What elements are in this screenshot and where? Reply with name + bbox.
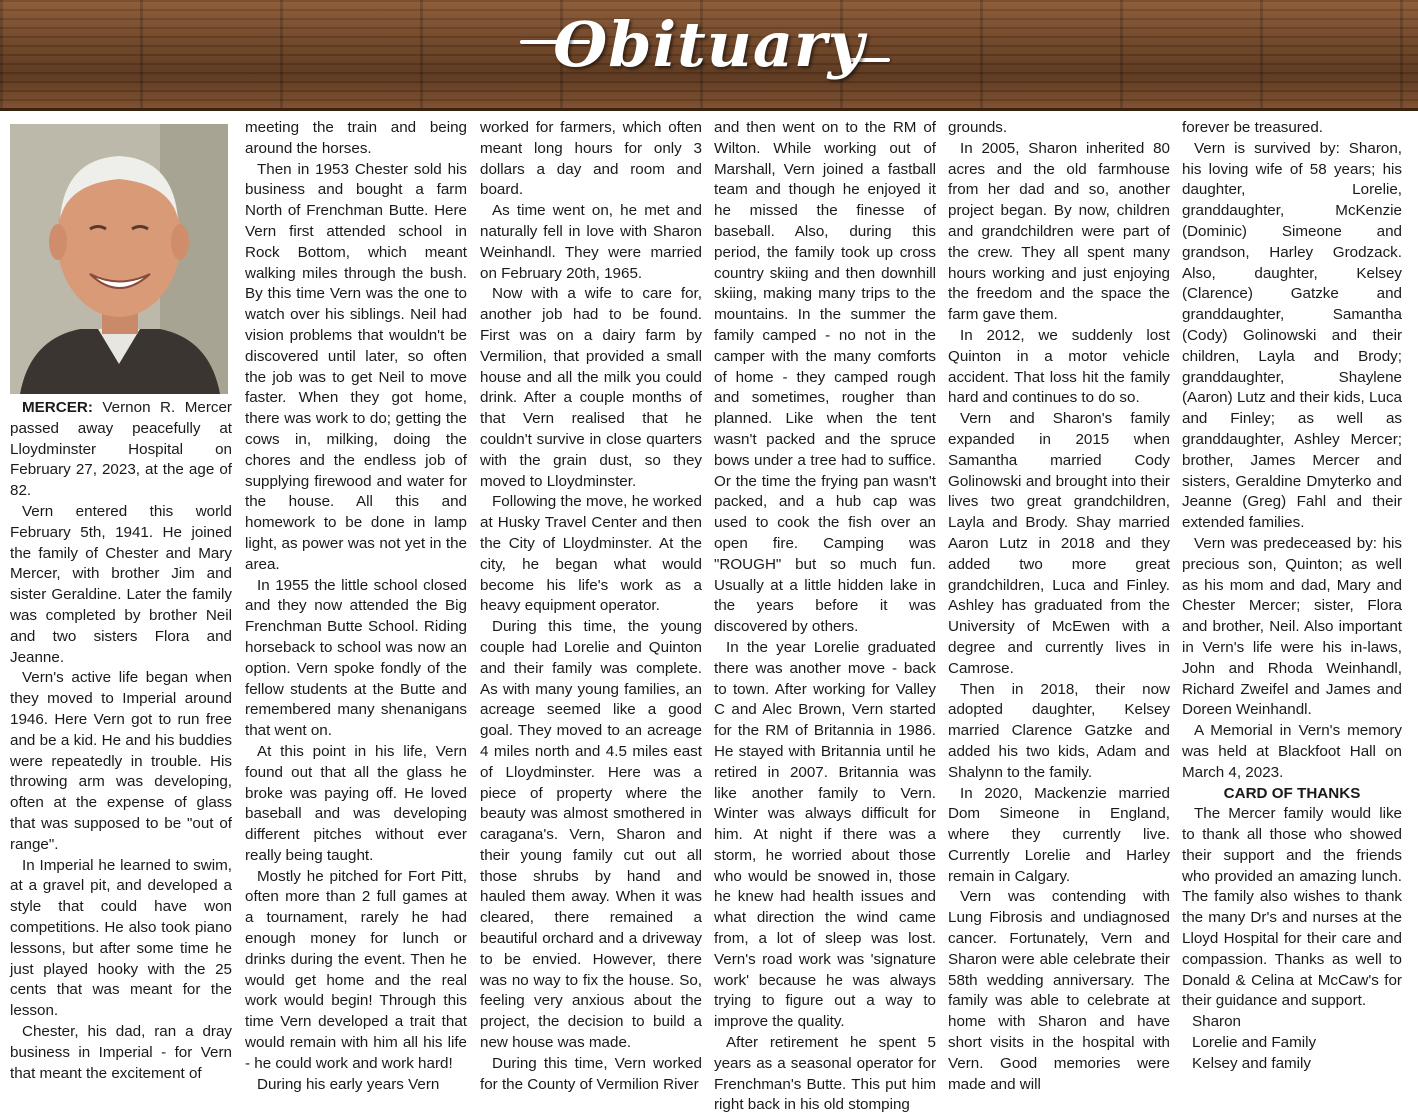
- article-paragraph: [245, 118, 467, 160]
- paragraph-text: Then in 2018, their now adopted daughter, Kelsey married Clarence Gatzke and added his two kids, Adam and Shalynn to the family.: [948, 680, 1170, 781]
- paragraph-text: worked for farmers, which often meant long hours for only 3 dollars a day and room and board.: [480, 119, 702, 199]
- paragraph-text: Kelsey and family: [1192, 1054, 1312, 1072]
- article-paragraph: [948, 326, 1170, 409]
- obituary-banner: [0, 0, 1418, 111]
- article-paragraph: [480, 1054, 702, 1096]
- article-paragraph: [948, 784, 1170, 888]
- article-paragraph: [948, 409, 1170, 679]
- article-paragraph: [1182, 721, 1402, 783]
- article-paragraph: [245, 576, 467, 742]
- paragraph-text: During this time, Vern worked for the County of Vermilion River: [480, 1054, 702, 1093]
- paragraph-text: In 2005, Sharon inherited 80 acres and the old farmhouse from her dad and so, another project began. By now, children and grandchildren were part of the crew. They all spent many hours working and just enjoying the freedom and the space the farm gave them.: [948, 139, 1170, 324]
- paragraph-text: Chester, his dad, ran a dray business in Imperial - for Vern that meant the excitement of: [10, 1022, 232, 1082]
- paragraph-text: grounds.: [948, 119, 1008, 136]
- article-paragraph: [948, 139, 1170, 326]
- article-column-6: [1182, 118, 1402, 1084]
- article-paragraph: [480, 118, 702, 201]
- article-paragraph: [10, 668, 232, 855]
- paragraph-text: Now with a wife to care for, another job had to be found. First was on a dairy farm by Vermilion, that provided a small house and all the milk you could drink. After a couple months of that Vern realised that he couldn't survive in close quarters with the grain dust, so they moved to Lloydminster.: [480, 285, 702, 490]
- paragraph-text: Vernon R. Mercer passed away peacefully at Lloydminster Hospital on February 27, 2023, at the age of 82.: [10, 399, 232, 500]
- portrait-photo: [10, 124, 228, 394]
- section-heading: [1182, 784, 1402, 805]
- article-column-5: [948, 118, 1170, 1093]
- paragraph-text: forever be treasured.: [1182, 119, 1323, 136]
- paragraph-text: CARD OF THANKS: [1223, 784, 1361, 802]
- paragraph-text: Vern was contending with Lung Fibrosis and undiagnosed cancer. Fortunately, Vern and Sharon were able celebrate their 58th wedding anniversary. The family was able to celebrate at home with Sharon and have short visits in the hospital with Vern. Good memories were made and will: [948, 888, 1170, 1093]
- article-paragraph: [1182, 118, 1402, 139]
- paragraph-text: At this point in his life, Vern found out that all the glass he broke was paying off. He loved baseball and was developing different pitches without ever really being taught.: [245, 742, 467, 864]
- paragraph-text: Then in 1953 Chester sold his business and bought a farm North of Frenchman Butte. Here Vern first attended school in Rock Bottom, which meant walking miles through the bush. By this time Vern was the one to watch over his siblings. Neil had vision problems that wouldn't be discovered until later, so often the job was to get Neil to move faster. When they got home, there was work to do; getting the cows in, milking, doing the chores and the endless job of supplying firewood and water for the house. All this and homework to be done in lamp light, as power was not yet in the area.: [245, 160, 467, 573]
- paragraph-text: In 1955 the little school closed and they now attended the Big Frenchman Butte School. Riding horseback to school was now an option. Vern spoke fondly of the fellow students at the Butte and remembered many shenanigans that went on.: [245, 576, 467, 740]
- article-paragraph: [714, 118, 936, 638]
- article-paragraph: [948, 887, 1170, 1095]
- article-column-3: [480, 118, 702, 1093]
- paragraph-text: As time went on, he met and naturally fell in love with Sharon Weinhandl. They were married on February 20th, 1965.: [480, 202, 702, 282]
- deceased-surname-lead: MERCER:: [22, 399, 93, 416]
- article-paragraph: [10, 1022, 232, 1084]
- article-paragraph: [245, 742, 467, 867]
- paragraph-text: Following the move, he worked at Husky Travel Center and then the City of Lloydminster. At the city, he began what would become his life's work as a heavy equipment operator.: [480, 493, 702, 615]
- paragraph-text: The Mercer family would like to thank all those who showed their support and the friends who provided an amazing lunch. The family also wishes to thank the many Dr's and nurses at the Lloyd Hospital for their care and compassion. Thanks as well to Donald & Celina at McCaw's for their guidance and support.: [1182, 805, 1402, 1010]
- article-paragraph: [480, 617, 702, 1054]
- paragraph-text: Vern's active life began when they moved to Imperial around 1946. Here Vern got to run free and be a kid. He and his buddies were repeatedly in trouble. His throwing arm was developing, often at the expense of glass that was supposed to be "out of range".: [10, 669, 232, 853]
- article-paragraph: [714, 638, 936, 1033]
- article-paragraph: [714, 1033, 936, 1116]
- article-paragraph: [10, 856, 232, 1022]
- paragraph-text: In 2020, Mackenzie married Dom Simeone in England, where they currently live. Currently Lorelie and Harley remain in Calgary.: [948, 784, 1170, 885]
- article-paragraph: [245, 867, 467, 1075]
- paragraph-text: Vern was predeceased by: his precious son, Quinton; as well as his mom and dad, Mary and Chester Mercer; sister, Flora and brother, Neil. Also important in Vern's life were his in-laws, John and Rhoda Weinhandl, Richard Zweifel and James and Doreen Weinhandl.: [1182, 534, 1402, 719]
- signature-line: [1182, 1012, 1402, 1033]
- paragraph-text: meeting the train and being around the horses.: [245, 119, 467, 157]
- paragraph-text: and then went on to the RM of Wilton. While working out of Marshall, Vern joined a fastball team and though he enjoyed it he missed the finesse of baseball. Also, during this period, the family took up cross country skiing and then downhill skiing, making many trips to the mountains. In the summer the family camped - no not in the camper with the many comforts of home - they camped rough and sometimes, rougher than planned. Like when the tent wasn't packed and the spruce bows under a tree had to suffice. Or the time the frying pan wasn't packed, and a hub cap was used to cook the fish over an open fire. Camping was "ROUGH" but so much fun. Usually at a little hidden lake in the years before it was discovered by others.: [714, 119, 936, 636]
- paragraph-text: Lorelie and Family: [1192, 1034, 1317, 1052]
- article-paragraph: [480, 284, 702, 492]
- paragraph-text: In the year Lorelie graduated there was another move - back to town. After working for Valley C and Alec Brown, Vern started for the RM of Britannia in 1986. He stayed with Britannia until he retired in 2007. Britannia was like another family to Vern. Winter was always difficult for him. At night if there was a storm, he worried about those who would be snowed in, those he knew had health issues and what direction the wind came from, a lot of sleep was lost. Vern's road work was 'signature work' because he was always trying to figure out a way to improve the quality.: [714, 638, 936, 1031]
- paragraph-text: In Imperial he learned to swim, at a gravel pit, and developed a style that could have won competitions. He also took piano lessons, but after some time he just played hooky with the 25 cents that was meant for the lesson.: [10, 856, 232, 1020]
- paragraph-text: After retirement he spent 5 years as a seasonal operator for Frenchman's Butte. This put him right back in his old stomping: [714, 1034, 936, 1114]
- paragraph-text: Vern entered this world February 5th, 1941. He joined the family of Chester and Mary Mercer, with brother Jim and sister Geraldine. Later the family was completed by brother Neil and two sisters Flora and Jeanne.: [10, 502, 232, 666]
- article-paragraph: [1182, 139, 1402, 534]
- article-paragraph: [245, 160, 467, 576]
- banner-title: Obituary: [553, 8, 865, 81]
- article-column-4: [714, 118, 936, 1114]
- article-paragraph: [245, 1075, 467, 1096]
- article-column-2: [245, 118, 467, 1093]
- paragraph-text: During this time, the young couple had Lorelie and Quinton and their family was complete. As with many young families, an acreage seemed like a good goal. They moved to an acreage 4 miles north and 4.5 miles east of Lloydminster. Here was a piece of property where the beauty was almost smothered in caragana's. Vern, Sharon and their young family cut out all those shrubs by hand and hauled them away. When it was cleared, there remained a beautiful orchard and a driveway to be envied. However, there was no way to fix the house. So, feeling very anxious about the project, the decision to build a new house was made.: [480, 618, 702, 1052]
- paragraph-text: Vern and Sharon's family expanded in 2015 when Samantha married Cody Golinowski and brought into their lives two great grandchildren, Layla and Brody. Shay married Aaron Lutz in 2018 and they added two more great grandchildren, Luca and Finley. Ashley has graduated from the University of McEwen with a degree and currently lives in Camrose.: [948, 410, 1170, 677]
- paragraph-text: Mostly he pitched for Fort Pitt, often more than 2 full games at a tournament, rarely he had enough money for lunch or drinks during the event. Then he would get home and the real work would begin! Through this time Vern developed a trait that would remain with him all his life - he could work and work hard!: [245, 867, 467, 1072]
- paragraph-text: Vern is survived by: Sharon, his loving wife of 58 years; his daughter, Lorelie, granddaughter, McKenzie (Dominic) Simeone and grandson, Harley Grodzack. Also, daughter, Kelsey (Clarence) Gatzke and granddaughter, Samantha (Cody) Golinowski and their children, Layla and Brody; granddaughter, Shaylene (Aaron) Lutz and their kids, Luca and Finley; as well as granddaughter, Ashley Mercer; brother, James Mercer and sisters, Geraldine Dmyterko and Jeanne (Greg) Fahl and their extended families.: [1182, 139, 1402, 532]
- paragraph-text: In 2012, we suddenly lost Quinton in a motor vehicle accident. That loss hit the family hard and continues to do so.: [948, 326, 1170, 407]
- signature-line: [1182, 1054, 1402, 1075]
- article-paragraph: [948, 680, 1170, 784]
- paragraph-text: During his early years Vern: [257, 1075, 440, 1093]
- article-paragraph: [1182, 804, 1402, 1012]
- paragraph-text: A Memorial in Vern's memory was held at Blackfoot Hall on March 4, 2023.: [1182, 722, 1402, 781]
- portrait-illustration: [10, 124, 228, 394]
- article-column-1: [10, 398, 232, 1084]
- paragraph-text: Sharon: [1192, 1013, 1241, 1031]
- article-paragraph: [480, 201, 702, 284]
- article-paragraph: [480, 492, 702, 617]
- article-paragraph: [10, 398, 232, 502]
- article-paragraph: [1182, 534, 1402, 721]
- article-paragraph: [948, 118, 1170, 139]
- signature-line: [1182, 1033, 1402, 1054]
- article-paragraph: [10, 502, 232, 668]
